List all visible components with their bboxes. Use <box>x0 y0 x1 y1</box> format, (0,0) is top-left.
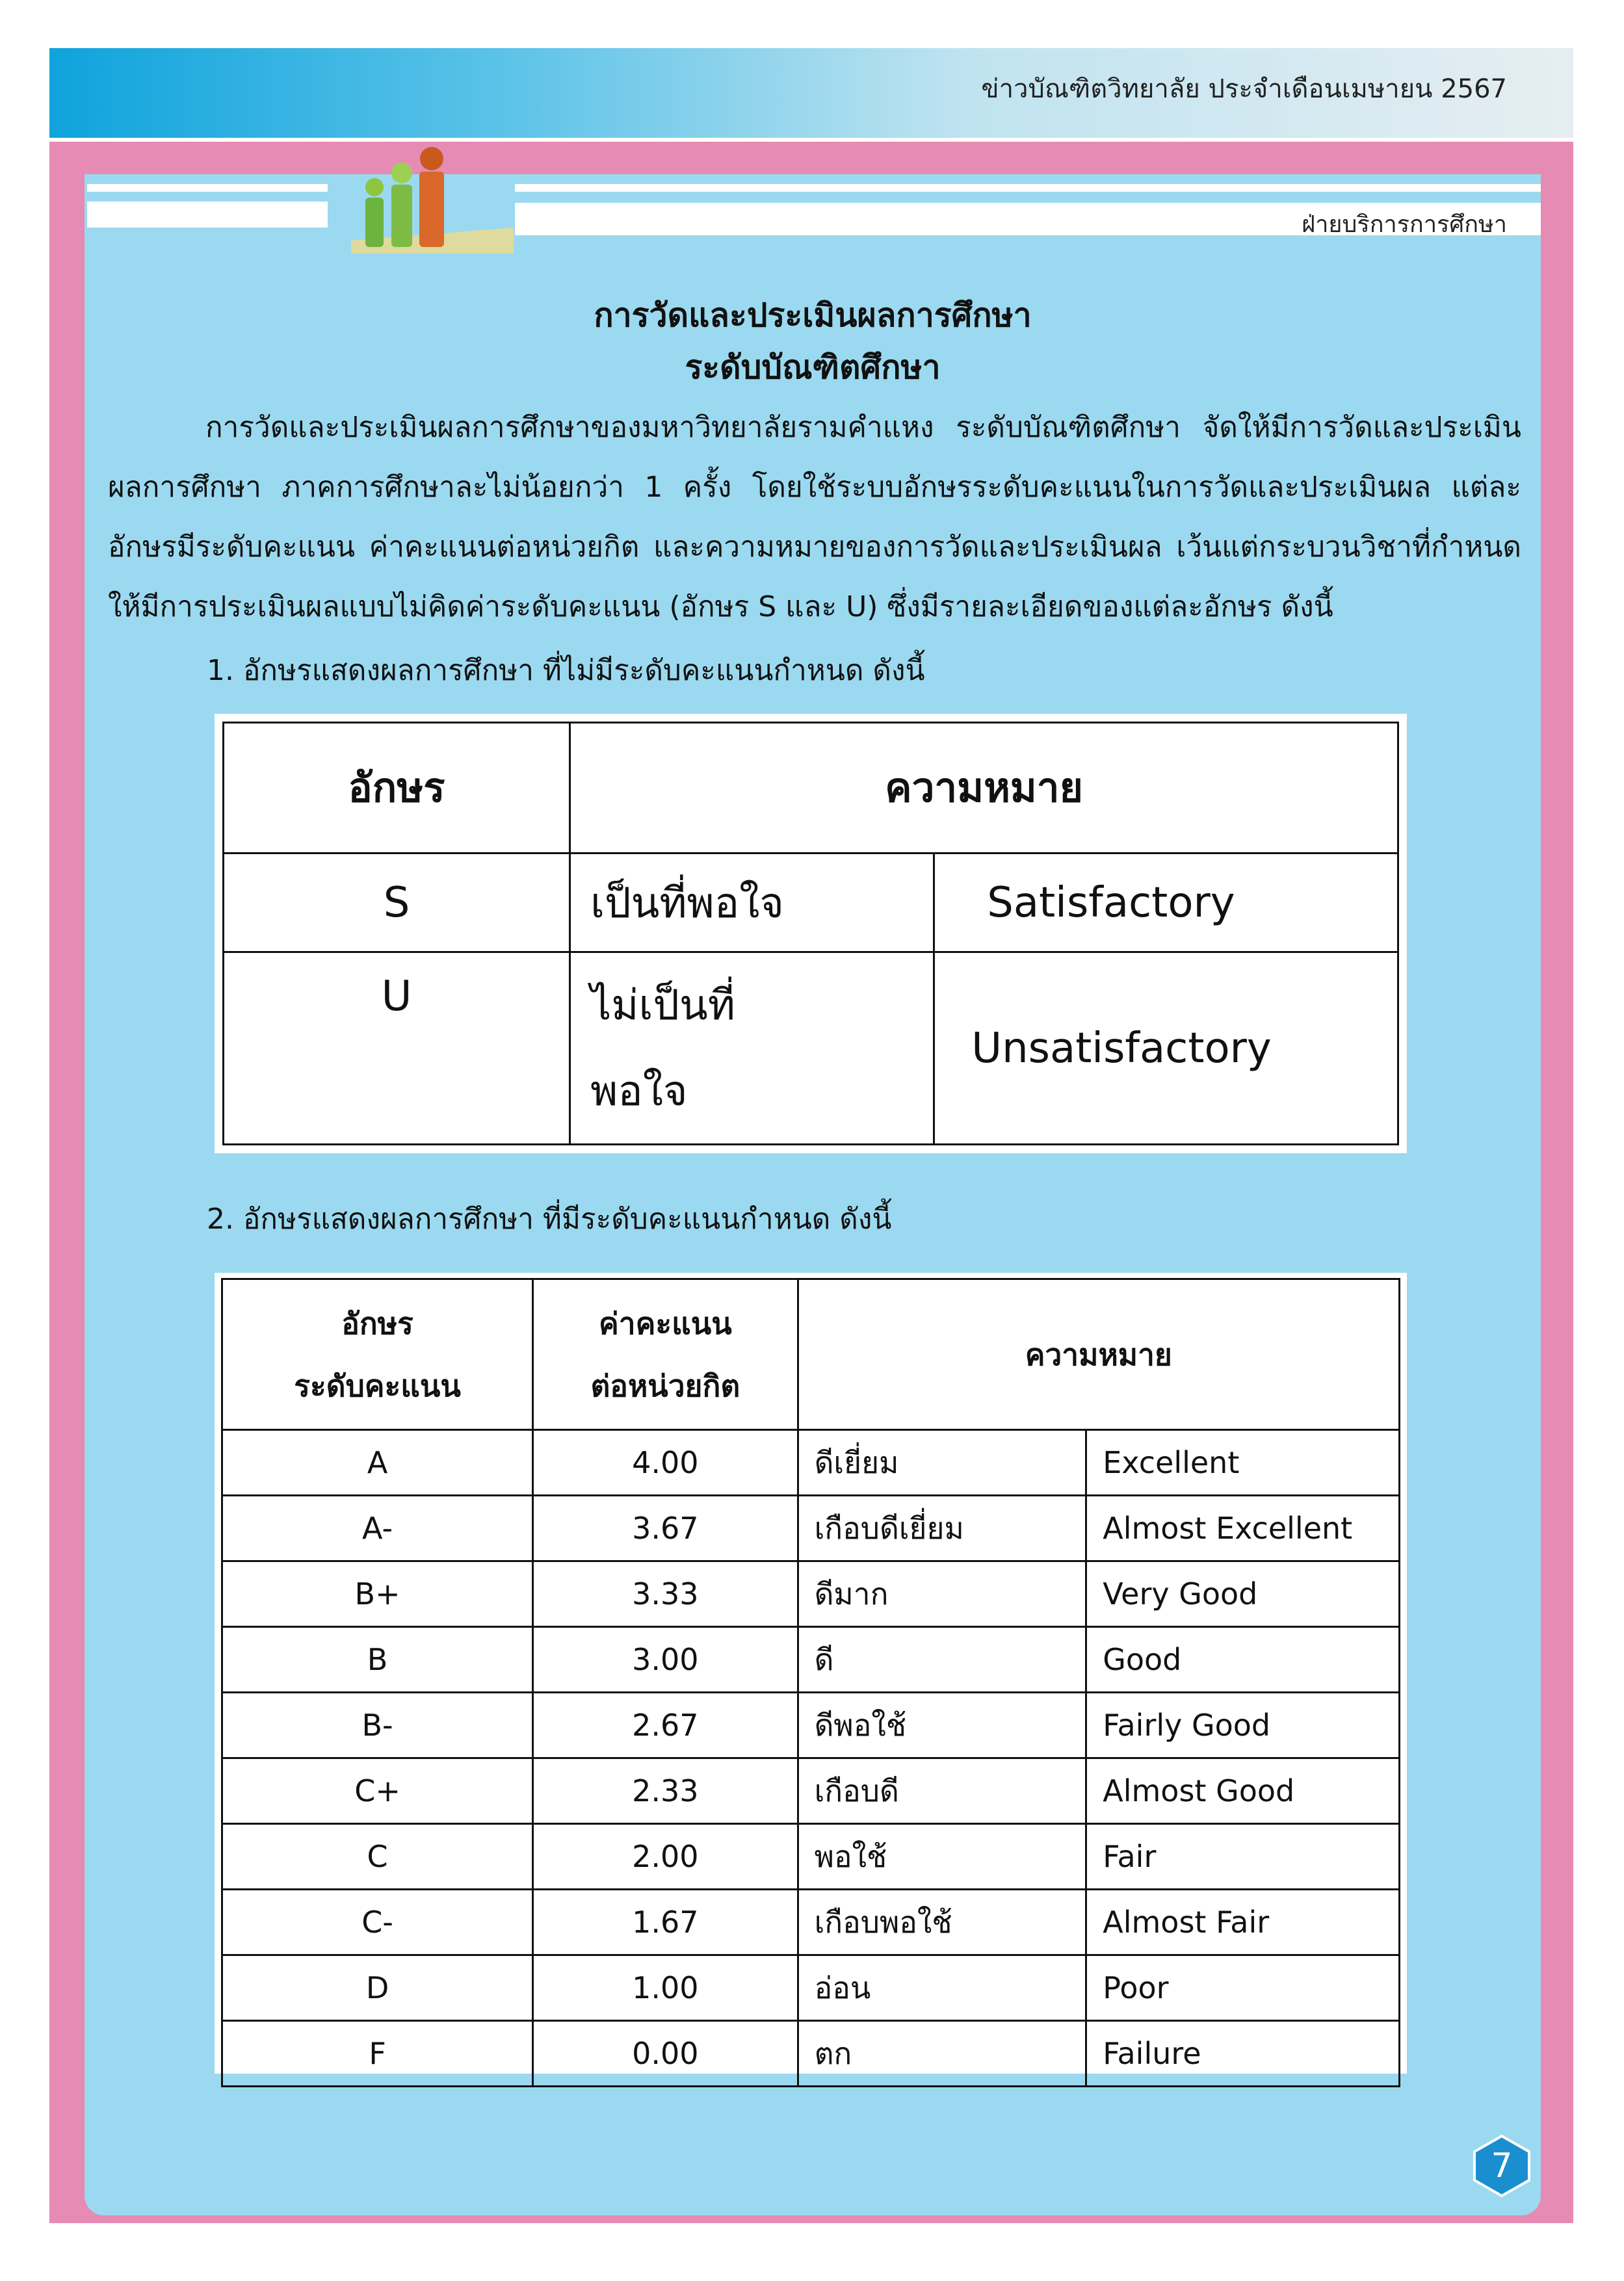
english-meaning-cell: Fairly Good <box>1086 1693 1400 1758</box>
grade-letter-cell: D <box>222 1955 533 2021</box>
table-row <box>222 1890 1400 1955</box>
thai-meaning-cell: เป็นที่พอใจ <box>570 854 934 952</box>
letter-cell: U <box>224 952 570 1145</box>
issue-title: ข่าวบัณฑิตวิทยาลัย ประจำเดือนเมษายน 2567 <box>981 74 1507 104</box>
table-row <box>222 2021 1400 2087</box>
grade-letter-cell: F <box>222 2021 533 2087</box>
thai-meaning-cell: ดีเยี่ยม <box>798 1430 1086 1496</box>
grade-letter-cell: C+ <box>222 1758 533 1824</box>
divider-line <box>87 184 328 192</box>
letter-cell: S <box>224 854 570 952</box>
department-label: ฝ่ายบริการการศึกษา <box>1302 211 1507 238</box>
table-row <box>222 1496 1400 1561</box>
english-meaning-cell: Failure <box>1086 2021 1400 2087</box>
graded-letters-table <box>215 1273 1407 2074</box>
thai-meaning-cell: ดีมาก <box>798 1561 1086 1627</box>
column-header-meaning: ความหมาย <box>798 1279 1399 1430</box>
grade-points-cell: 4.00 <box>533 1430 798 1496</box>
column-header-meaning: ความหมาย <box>570 723 1398 854</box>
table-row <box>222 1955 1400 2021</box>
table-row <box>222 1627 1400 1693</box>
table-header-row <box>224 723 1398 854</box>
ungraded-letters-table <box>215 714 1407 1153</box>
thai-meaning-cell: พอใช้ <box>798 1824 1086 1890</box>
thai-meaning-cell: เกือบดี <box>798 1758 1086 1824</box>
english-meaning-cell: Excellent <box>1086 1430 1400 1496</box>
english-meaning-cell: Unsatisfactory <box>934 952 1398 1145</box>
grade-letter-cell: A <box>222 1430 533 1496</box>
page-title: การวัดและประเมินผลการศึกษา <box>594 296 1032 334</box>
grade-letter-cell: B- <box>222 1693 533 1758</box>
thai-meaning-cell: ดีพอใช้ <box>798 1693 1086 1758</box>
grade-letter-cell: A- <box>222 1496 533 1561</box>
grade-points-cell: 0.00 <box>533 2021 798 2087</box>
column-header-letter: อักษร ระดับคะแนน <box>222 1279 533 1430</box>
table-row <box>224 854 1398 952</box>
divider-bar <box>87 202 328 228</box>
grade-points-cell: 3.33 <box>533 1561 798 1627</box>
table-row <box>222 1758 1400 1824</box>
grade-points-cell: 3.00 <box>533 1627 798 1693</box>
english-meaning-cell: Fair <box>1086 1824 1400 1890</box>
thai-meaning-cell: อ่อน <box>798 1955 1086 2021</box>
grade-points-cell: 3.67 <box>533 1496 798 1561</box>
grade-letter-cell: C- <box>222 1890 533 1955</box>
thai-meaning-cell: เกือบดีเยี่ยม <box>798 1496 1086 1561</box>
section1-heading: 1. อักษรแสดงผลการศึกษา ที่ไม่มีระดับคะแนนกำหนด ดังนี้ <box>207 654 925 687</box>
table-row <box>222 1430 1400 1496</box>
thai-meaning-cell: ดี <box>798 1627 1086 1693</box>
grade-points-cell: 2.67 <box>533 1693 798 1758</box>
english-meaning-cell: Almost Fair <box>1086 1890 1400 1955</box>
english-meaning-cell: Poor <box>1086 1955 1400 2021</box>
table-row <box>222 1824 1400 1890</box>
grade-points-cell: 2.00 <box>533 1824 798 1890</box>
people-icon <box>351 130 514 254</box>
thai-meaning-cell: ไม่เป็นที่ พอใจ <box>570 952 934 1145</box>
english-meaning-cell: Almost Good <box>1086 1758 1400 1824</box>
english-meaning-cell: Very Good <box>1086 1561 1400 1627</box>
grade-letter-cell: C <box>222 1824 533 1890</box>
thai-meaning-cell: ตก <box>798 2021 1086 2087</box>
page-number: 7 <box>1491 2146 1513 2185</box>
intro-paragraph <box>108 398 1521 637</box>
table-row <box>222 1561 1400 1627</box>
table-header-row <box>222 1279 1400 1430</box>
table-row <box>222 1693 1400 1758</box>
page-subtitle: ระดับบัณฑิตศึกษา <box>685 348 941 386</box>
english-meaning-cell: Almost Excellent <box>1086 1496 1400 1561</box>
grade-points-cell: 1.00 <box>533 1955 798 2021</box>
column-header-points: ค่าคะแนน ต่อหน่วยกิต <box>533 1279 798 1430</box>
page-number-badge <box>1471 2135 1533 2197</box>
english-meaning-cell: Good <box>1086 1627 1400 1693</box>
section2-heading: 2. อักษรแสดงผลการศึกษา ที่มีระดับคะแนนกำหนด ดังนี้ <box>207 1203 892 1236</box>
intro-text: การวัดและประเมินผลการศึกษาของมหาวิทยาลัยรามคำแหง ระดับบัณฑิตศึกษา จัดให้มีการวัดและประเมินผลการศึกษา ภาคการศึกษาละไม่น้อยกว่า 1 ครั้ง โดยใช้ระบบอักษรระดับคะแนนในการวัดและประเมินผล แต่ละอักษรมีระดับคะแนน ค่าคะแนนต่อหน่วยกิต และความหมายของการวัดและประเมินผล เว้นแต่กระบวนวิชาที่กำหนดให้มีการประเมินผลแบบไม่คิดค่าระดับคะแนน (อักษร S และ U) ซึ่งมีรายละเอียดของแต่ละอักษร ดังนี้ <box>108 411 1521 623</box>
column-header-letter: อักษร <box>224 723 570 854</box>
grade-letter-cell: B <box>222 1627 533 1693</box>
grade-letter-cell: B+ <box>222 1561 533 1627</box>
thai-meaning-cell: เกือบพอใช้ <box>798 1890 1086 1955</box>
grade-points-cell: 2.33 <box>533 1758 798 1824</box>
english-meaning-cell: Satisfactory <box>934 854 1398 952</box>
grade-points-cell: 1.67 <box>533 1890 798 1955</box>
divider-line <box>515 184 1541 192</box>
table-row <box>224 952 1398 1145</box>
